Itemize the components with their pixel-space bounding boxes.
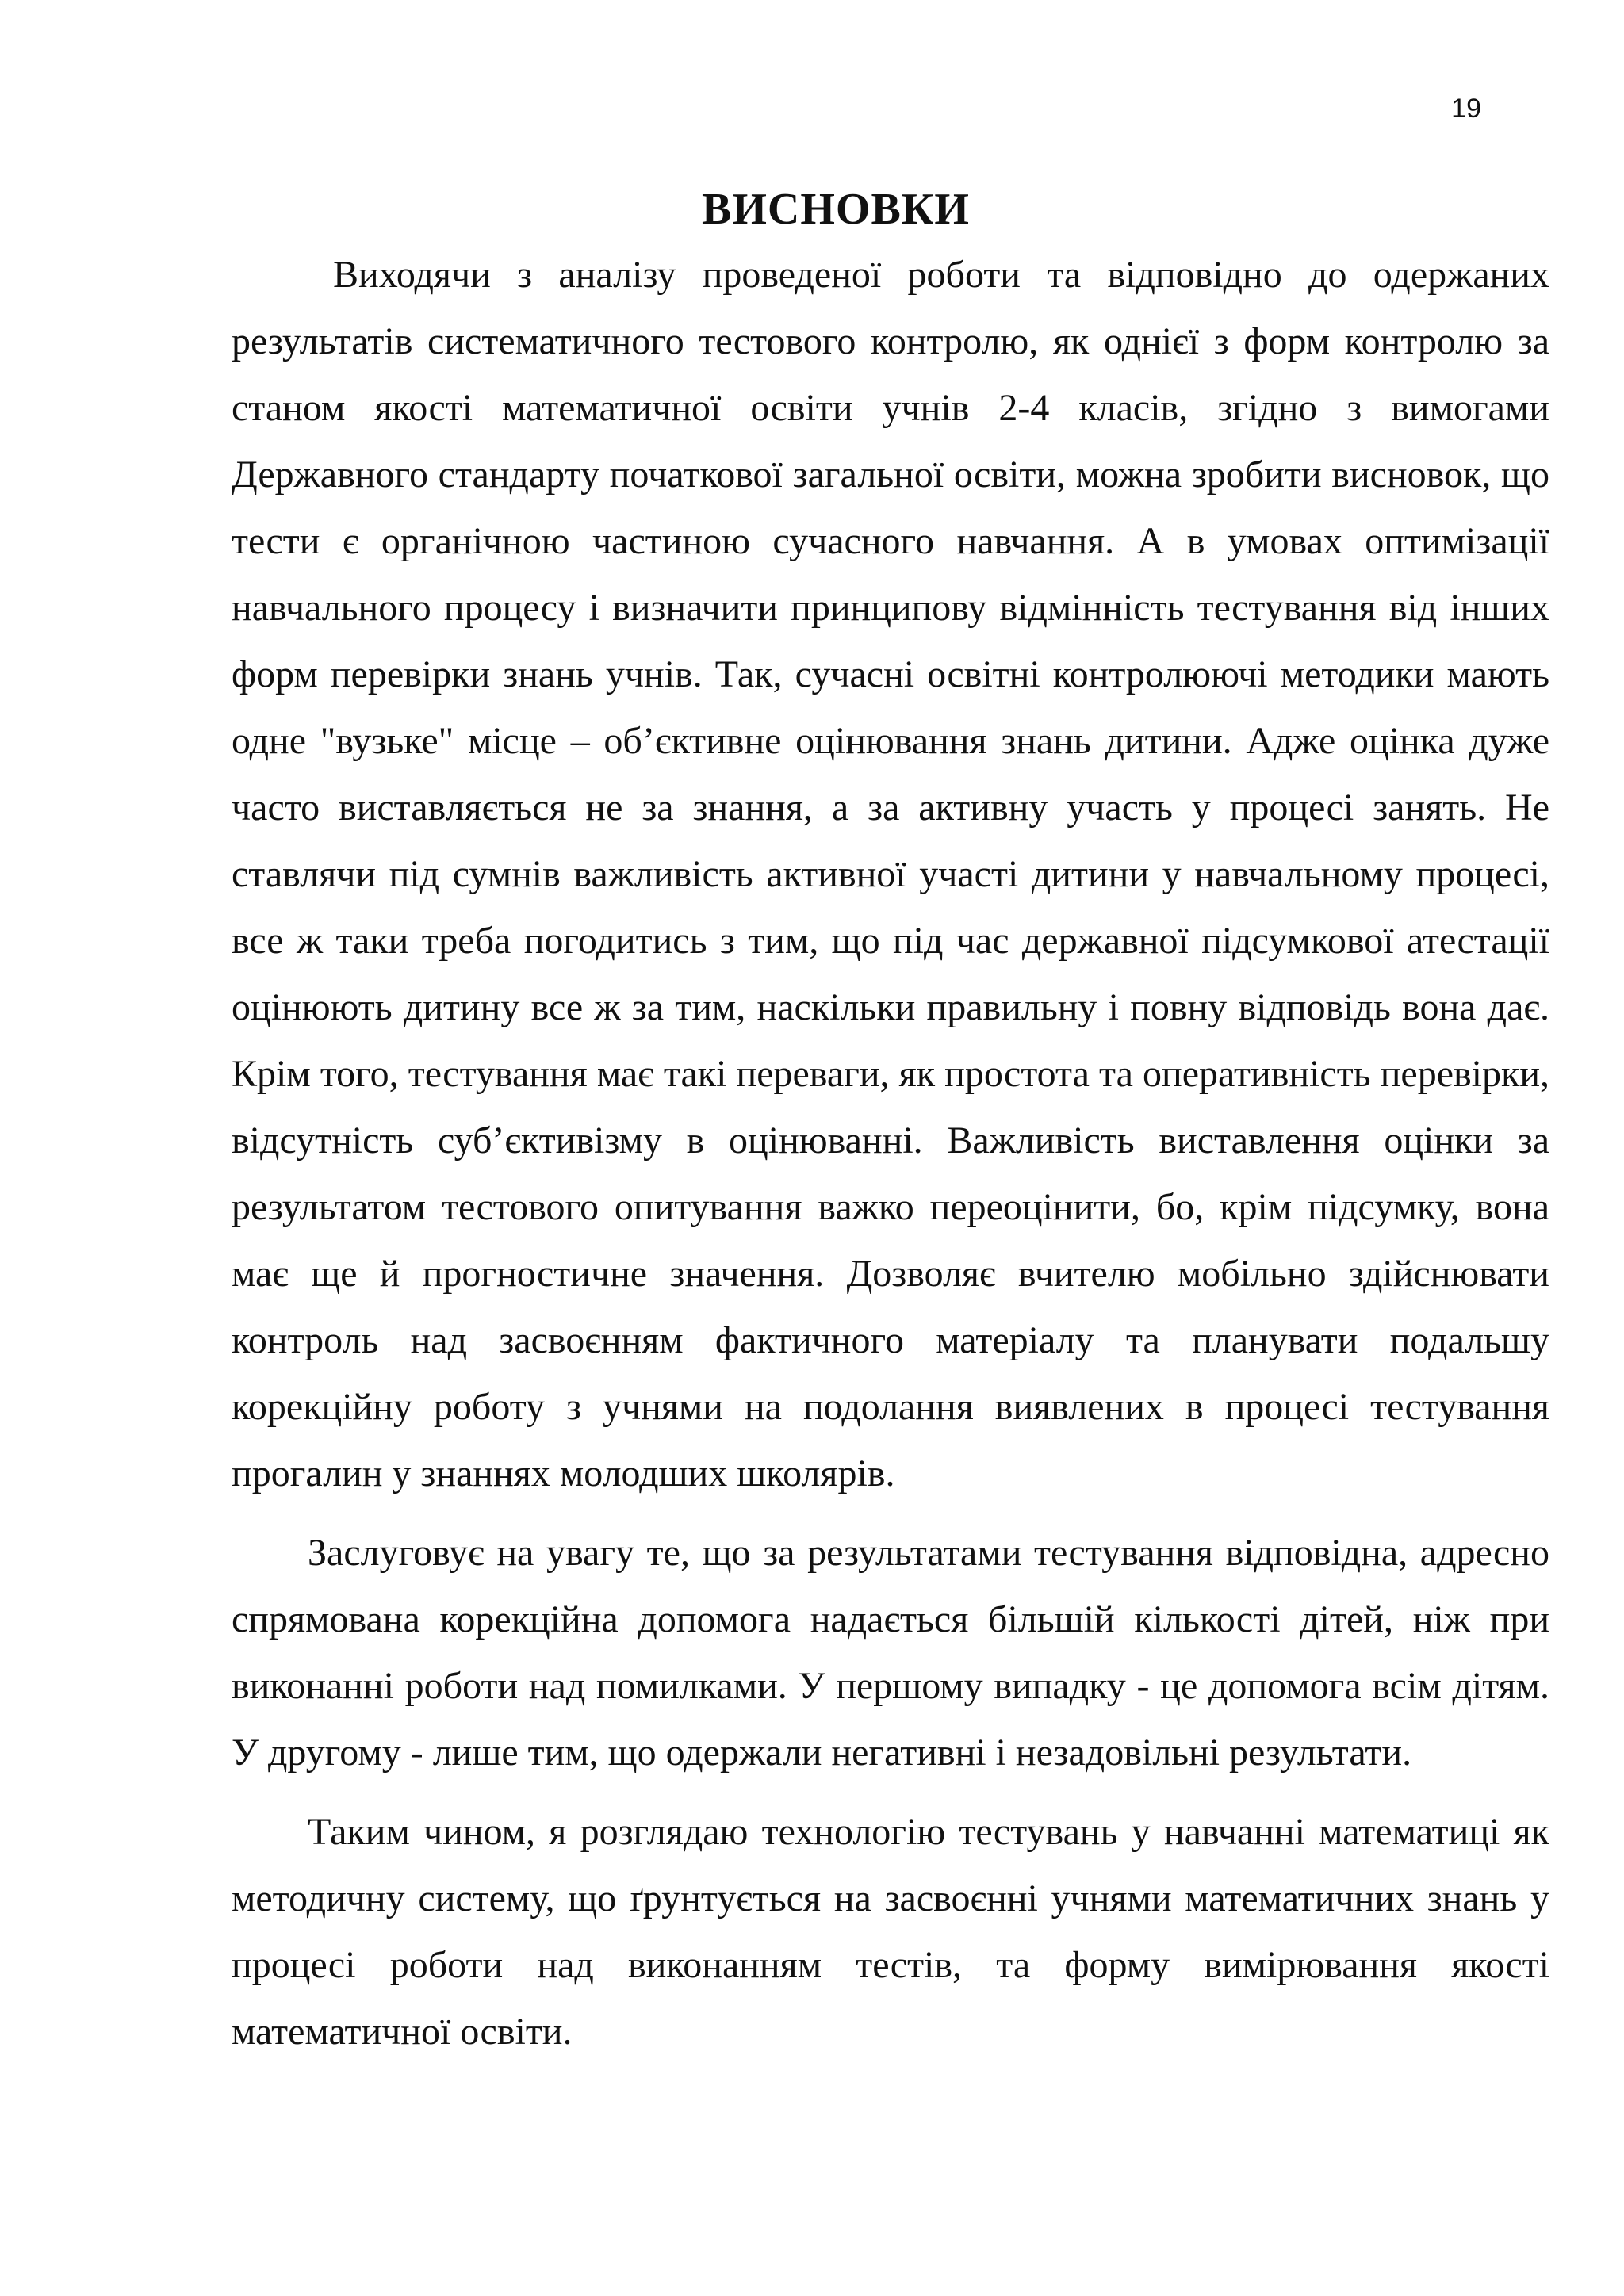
page-number: 19 [1451,94,1481,124]
page-title: ВИСНОВКИ [702,185,970,234]
paragraph-3: Таким чином, я розглядаю технологію тестувань у навчанні математиці як методичну систему, що ґрунтується на засвоєнні учнями математичних знань у процесі роботи над виконанням тестів, та форму вимірювання якості математичної освіти. [232,1811,1549,2053]
document-body [232,242,1549,2065]
paragraph-1: Виходячи з аналізу проведеної роботи та відповідно до одержаних результатів систематичного тестового контролю, як однієї з форм контролю за станом якості математичної освіти учнів 2-4 класів, згідно з вимогами Державного стандарту початкової загальної освіти, можна зробити висновок, що тести є органічною частиною сучасного навчання. А в умовах оптимізації навчального процесу і визначити принципову відмінність тестування від інших форм перевірки знань учнів. Так, сучасні освітні контролюючі методики мають одне "вузьке" місце – об’єктивне оцінювання знань дитини. Адже оцінка дуже часто виставляється не за знання, а за активну участь у процесі занять. Не ставлячи під сумнів важливість активної участі дитини у навчальному процесі, все ж таки треба погодитись з тим, що під час державної підсумкової атестації оцінюють дитину все ж за тим, наскільки правильну і повну відповідь вона дає. Крім того, тестування має такі переваги, як простота та оперативність перевірки, відсутність суб’єктивізму в оцінюванні. Важливість виставлення оцінки за результатом тестового опитування важко переоцінити, бо, крім підсумку, вона має ще й прогностичне значення. Дозволяє вчителю мобільно здійснювати контроль над засвоєнням фактичного матеріалу та планувати подальшу корекційну роботу з учнями на подолання виявлених в процесі тестування прогалин у знаннях молодших школярів. [232,254,1549,1494]
paragraph-2: Заслуговує на увагу те, що за результатами тестування відповідна, адресно спрямована корекційна допомога надається більшій кількості дітей, ніж при виконанні роботи над помилками. У першому випадку - це допомога всім дітям. У другому - лише тим, що одержали негативні і незадовільні результати. [232,1532,1549,1774]
